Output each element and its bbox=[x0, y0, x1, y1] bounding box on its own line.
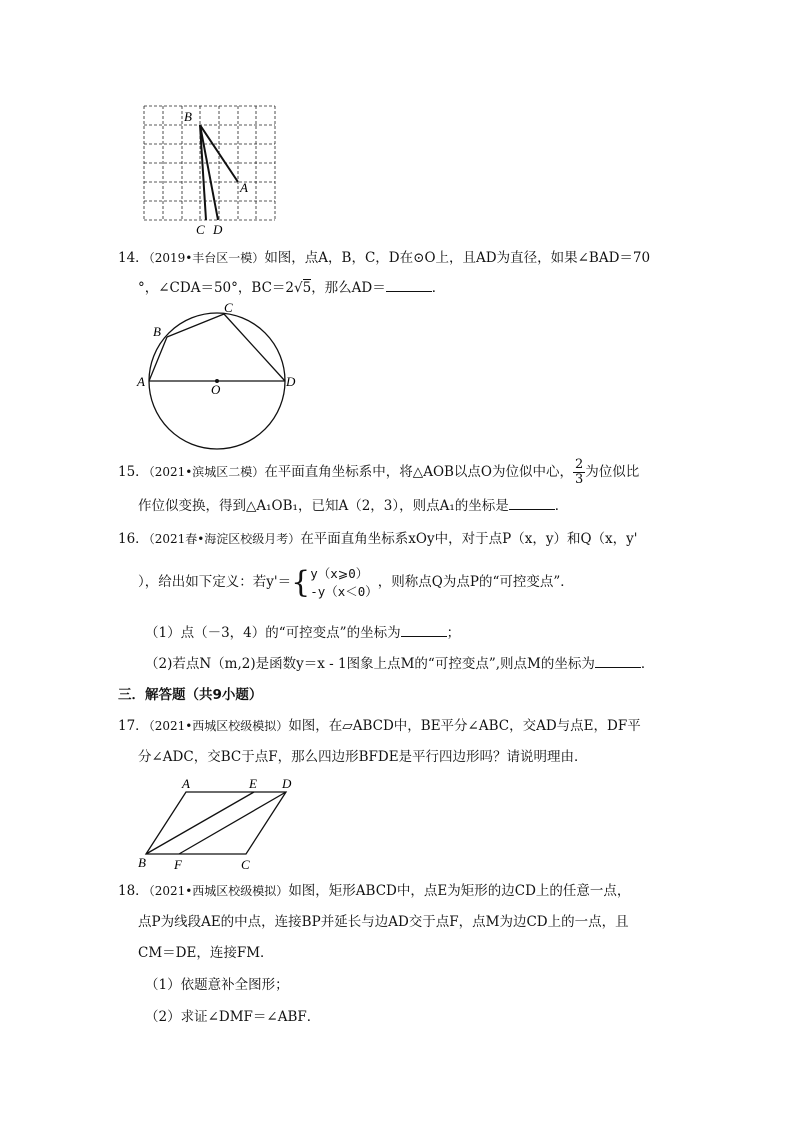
label-d: D bbox=[282, 776, 292, 791]
q16-text-2a: ），给出如下定义：若y'＝ bbox=[138, 574, 292, 590]
q16-sub1-blank bbox=[401, 624, 447, 637]
q14-answer-blank bbox=[386, 279, 432, 292]
label-b: B bbox=[138, 855, 146, 870]
segment-bc bbox=[167, 314, 224, 337]
label-c: C bbox=[241, 857, 250, 872]
q17-text-1: 如图，在▱ABCD中，BE平分∠ABC，交AD与点E，DF平 bbox=[288, 718, 641, 734]
q18-line1 bbox=[118, 881, 630, 901]
q15-number: 15． bbox=[118, 464, 149, 480]
section-heading: 三．解答题（共9小题） bbox=[118, 687, 263, 703]
brace-symbol: { bbox=[291, 564, 311, 600]
q15-line2 bbox=[138, 496, 568, 516]
q16-sub2-end: ． bbox=[640, 656, 655, 672]
q15-text-1a: 在平面直角坐标系中，将△AOB以点O为位似中心， bbox=[264, 464, 573, 480]
fraction-two-thirds bbox=[573, 458, 585, 487]
label-b: B bbox=[153, 324, 161, 339]
q18-source: （2021•西城区校级模拟） bbox=[148, 884, 289, 898]
q18-line3: CM＝DE，连接FM． bbox=[138, 945, 274, 961]
case-1: y（x⩾0） bbox=[310, 565, 369, 581]
q18-text-1: 如图，矩形ABCD中，点E为矩形的边CD上的任意一点， bbox=[288, 883, 631, 899]
q18-number: 18． bbox=[118, 883, 149, 899]
q14-end: ． bbox=[431, 280, 446, 296]
q14-text-2b: ，那么AD＝ bbox=[311, 280, 386, 296]
q18-sub1: （1）依题意补全图形； bbox=[145, 977, 289, 993]
q18-line2: 点P为线段AE的中点，连接BP并延长与边AD交于点F，点M为边CD上的一点，且 bbox=[138, 914, 629, 930]
q16-source: （2021春•海淀区校级月考） bbox=[148, 532, 301, 546]
q16-sub1 bbox=[145, 623, 460, 643]
fraction-numerator: 2 bbox=[575, 457, 584, 472]
label-d: D bbox=[213, 222, 223, 237]
label-b: B bbox=[184, 109, 192, 124]
label-f: F bbox=[174, 857, 182, 872]
q16-number: 16． bbox=[118, 531, 149, 547]
q16-sub2-text: （2)若点N（m,2)是函数y＝x - 1图象上点M的“可控变点”,则点M的坐标为 bbox=[145, 656, 595, 672]
q16-sub2 bbox=[145, 654, 654, 674]
q16-text-1: 在平面直角坐标系xOy中，对于点P（x，y）和Q（x，y' bbox=[300, 531, 638, 547]
label-a: A bbox=[137, 374, 145, 389]
piecewise-cases bbox=[310, 565, 378, 601]
q16-text-2b: ，则称点Q为点P的“可控变点”． bbox=[377, 574, 574, 590]
parallelogram-figure bbox=[134, 774, 304, 874]
q14-number: 14． bbox=[118, 250, 149, 266]
circle-figure bbox=[134, 300, 304, 450]
q16-line2 bbox=[138, 560, 574, 604]
fraction-denominator: 3 bbox=[575, 472, 584, 487]
q14-text-1: 如图，点A，B，C，D在⊙O上，且AD为直径，如果∠BAD＝70 bbox=[264, 250, 651, 266]
q16-sub1-end: ； bbox=[446, 625, 461, 641]
q15-source: （2021•滨城区二模） bbox=[148, 465, 265, 479]
sqrt-symbol: √ bbox=[293, 280, 303, 296]
label-c: C bbox=[224, 300, 233, 315]
q16-sub1-text: （1）点（－3，4）的“可控变点”的坐标为 bbox=[145, 625, 401, 641]
grid-lines bbox=[144, 106, 275, 220]
q17-line2: 分∠ADC，交BC于点F，那么四边形BFDE是平行四边形吗？请说明理由． bbox=[138, 749, 588, 765]
label-d: D bbox=[286, 374, 296, 389]
q17-line1 bbox=[118, 716, 641, 736]
q15-line1 bbox=[118, 455, 639, 489]
label-c: C bbox=[196, 222, 205, 237]
label-a: A bbox=[240, 180, 248, 195]
parallelogram-abcd bbox=[146, 792, 286, 854]
q14-sqrt-value: 5 bbox=[302, 280, 312, 296]
q17-source: （2021•西城区校级模拟） bbox=[148, 719, 289, 733]
q17-number: 17． bbox=[118, 718, 149, 734]
label-o: O bbox=[211, 382, 221, 397]
q14-text-2a: °，∠CDA＝50°，BC＝2 bbox=[138, 280, 294, 296]
q16-line1 bbox=[118, 529, 637, 549]
q15-answer-blank bbox=[509, 497, 555, 510]
segment-fd bbox=[179, 792, 286, 854]
grid-figure bbox=[132, 100, 282, 238]
q14-line2 bbox=[138, 278, 445, 298]
q14-line1 bbox=[118, 248, 650, 268]
q18-sub2: （2）求证∠DMF＝∠ABF． bbox=[145, 1009, 321, 1025]
case-2: -y（x＜0） bbox=[310, 583, 378, 599]
q15-text-2: 作位似变换，得到△A₁OB₁，已知A（2，3），则点A₁的坐标是 bbox=[138, 498, 509, 514]
segment-ab bbox=[149, 337, 167, 381]
q15-end: ． bbox=[554, 498, 569, 514]
label-a: A bbox=[182, 776, 190, 791]
q16-sub2-blank bbox=[595, 655, 641, 668]
segment-be bbox=[146, 792, 254, 854]
q15-text-1b: 为位似比 bbox=[585, 464, 640, 480]
label-e: E bbox=[249, 776, 257, 791]
q14-source: （2019•丰台区一模） bbox=[148, 251, 265, 265]
